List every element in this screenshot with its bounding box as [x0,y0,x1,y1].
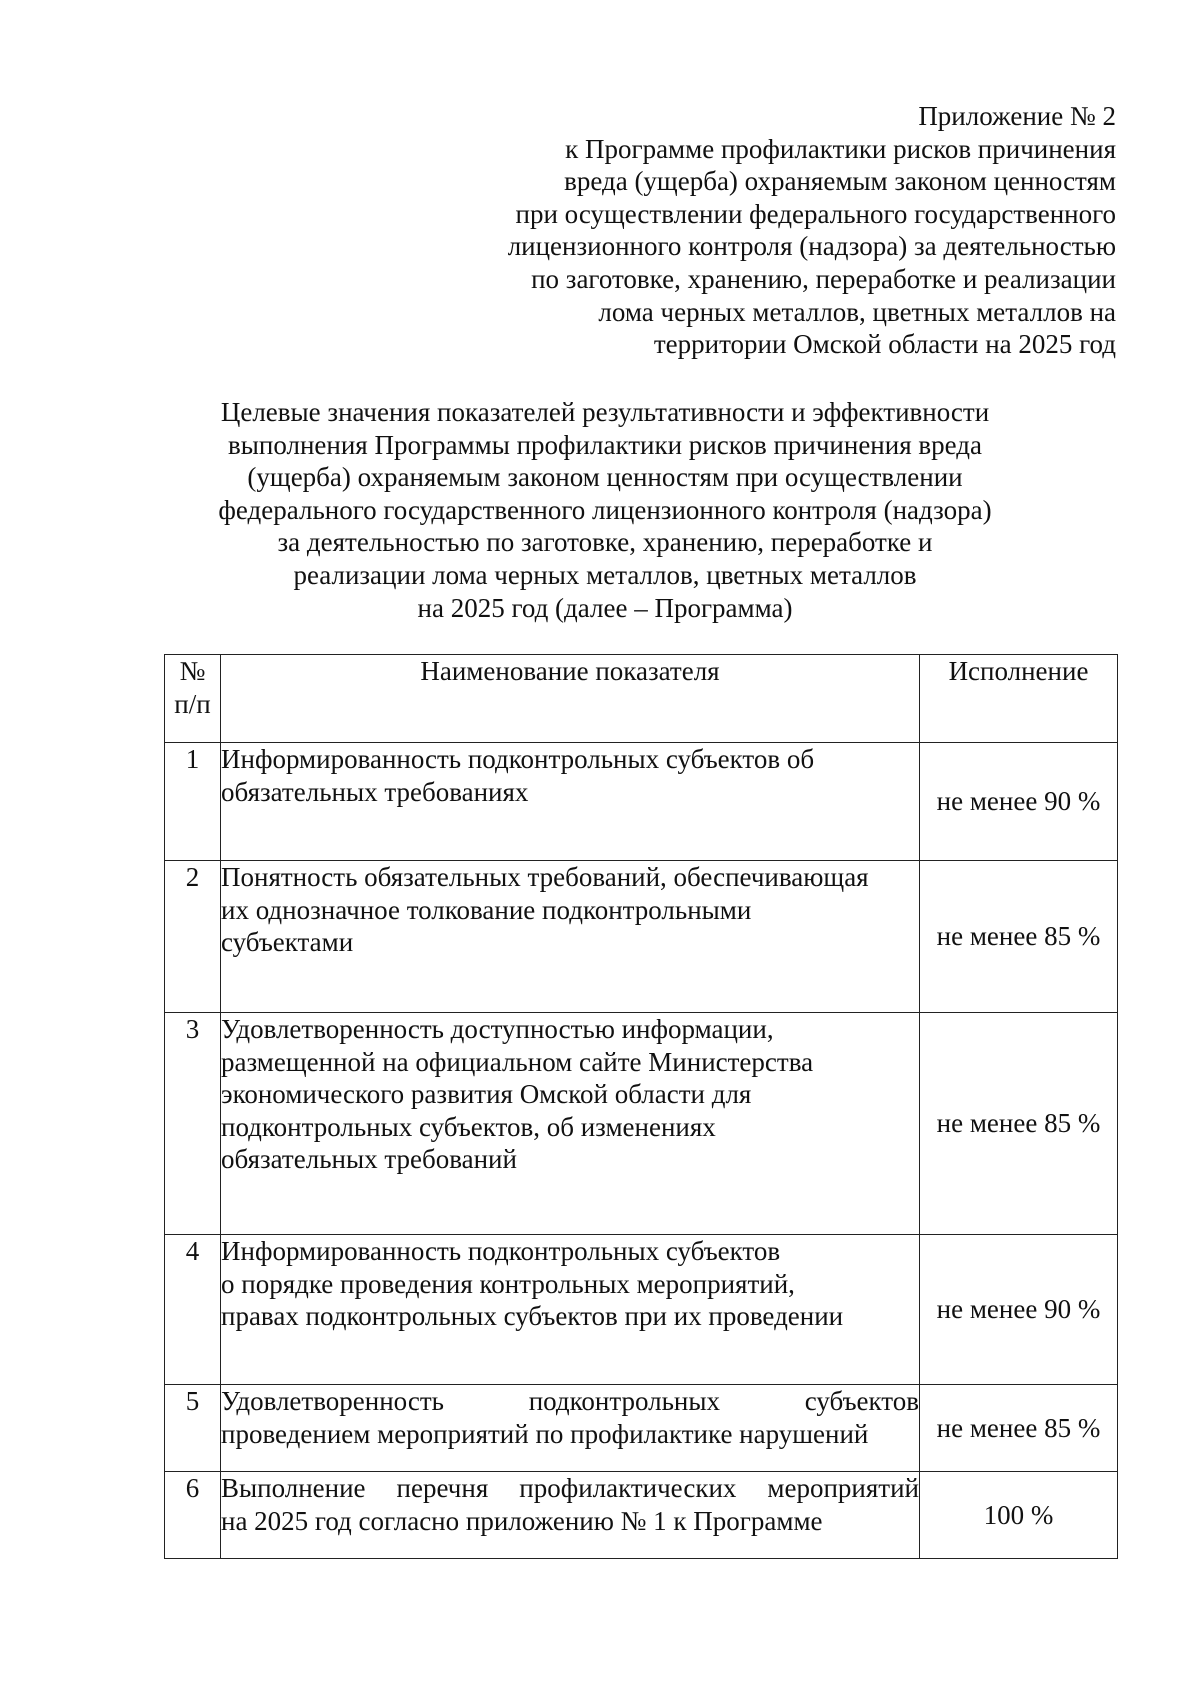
execution-value: не менее 85 % [920,1013,1118,1235]
row-number: 2 [165,861,221,1013]
execution-value: не менее 90 % [920,1235,1118,1385]
appendix-line: по заготовке, хранению, переработке и реализации [531,263,1116,294]
indicator-name [221,1013,920,1235]
execution-value: не менее 90 % [920,743,1118,861]
title-line: на 2025 год (далее – Программа) [417,592,793,623]
execution-value: 100 % [920,1472,1118,1559]
appendix-line: лома черных металлов, цветных металлов на [598,296,1116,327]
indicator-line: Понятность обязательных требований, обеспечивающая [221,862,869,892]
indicator-line: их однозначное толкование подконтрольными [221,894,752,925]
indicator-line: Информированность подконтрольных субъектов [221,1236,781,1266]
appendix-header [416,100,1116,361]
title-line: реализации лома черных металлов, цветных металлов [293,559,917,590]
table-row [165,1013,1118,1235]
table-header-row [165,655,1118,743]
header-number-line1: № [179,656,206,686]
appendix-line: вреда (ущерба) охраняемым законом ценностям [564,166,1116,197]
title-line: Целевые значения показателей результативности и эффективности [220,397,990,427]
title-line: федерального государственного лицензионного контроля (надзора) [218,494,992,525]
title-line: выполнения Программы профилактики рисков причинения вреда [228,429,982,460]
appendix-line: Приложение № 2 [918,101,1116,131]
indicator-name [221,1235,920,1385]
indicator-line: субъектами [221,927,354,958]
header-execution: Исполнение [920,655,1118,743]
row-number: 5 [165,1385,221,1472]
indicator-name [221,1385,920,1472]
indicator-line: проведением мероприятий по профилактике нарушений [221,1418,869,1449]
indicator-line: экономического развития Омской области для [221,1079,752,1110]
indicator-line: Информированность подконтрольных субъектов об [221,744,815,774]
row-number: 1 [165,743,221,861]
execution-value: не менее 85 % [920,861,1118,1013]
indicators-table [164,654,1118,1559]
table-row [165,1385,1118,1472]
indicator-line: обязательных требованиях [221,776,529,807]
table-row [165,743,1118,861]
appendix-line: лицензионного контроля (надзора) за деятельностью [507,231,1116,262]
indicator-line: Выполнение перечня профилактических мероприятий [221,1473,919,1503]
indicator-line: подконтрольных субъектов, об изменениях [221,1111,716,1142]
indicator-name [221,861,920,1013]
document-title [160,396,1050,624]
table-row [165,1235,1118,1385]
indicator-line: Удовлетворенность подконтрольных субъектов [221,1386,919,1416]
row-number: 6 [165,1472,221,1559]
indicator-line: Удовлетворенность доступностью информации, [221,1014,774,1044]
title-line: (ущерба) охраняемым законом ценностям при осуществлении [247,462,963,493]
header-number-line2: п/п [174,689,211,719]
execution-value: не менее 85 % [920,1385,1118,1472]
indicator-line: обязательных требований [221,1144,517,1175]
header-indicator-name: Наименование показателя [221,655,920,743]
indicator-name [221,743,920,861]
indicator-line: правах подконтрольных субъектов при их проведении [221,1301,844,1332]
header-number [165,655,221,743]
appendix-line: к Программе профилактики рисков причинения [565,133,1116,164]
indicator-line: размещенной на официальном сайте Министерства [221,1046,814,1077]
appendix-line: территории Омской области на 2025 год [653,329,1116,360]
title-line: за деятельностью по заготовке, хранению, переработке и [277,527,933,558]
table-row [165,861,1118,1013]
row-number: 3 [165,1013,221,1235]
row-number: 4 [165,1235,221,1385]
indicator-line: на 2025 год согласно приложению № 1 к Программе [221,1505,823,1536]
indicator-name [221,1472,920,1559]
appendix-line: при осуществлении федерального государственного [515,198,1116,229]
indicator-line: о порядке проведения контрольных мероприятий, [221,1268,795,1299]
table-row [165,1472,1118,1559]
